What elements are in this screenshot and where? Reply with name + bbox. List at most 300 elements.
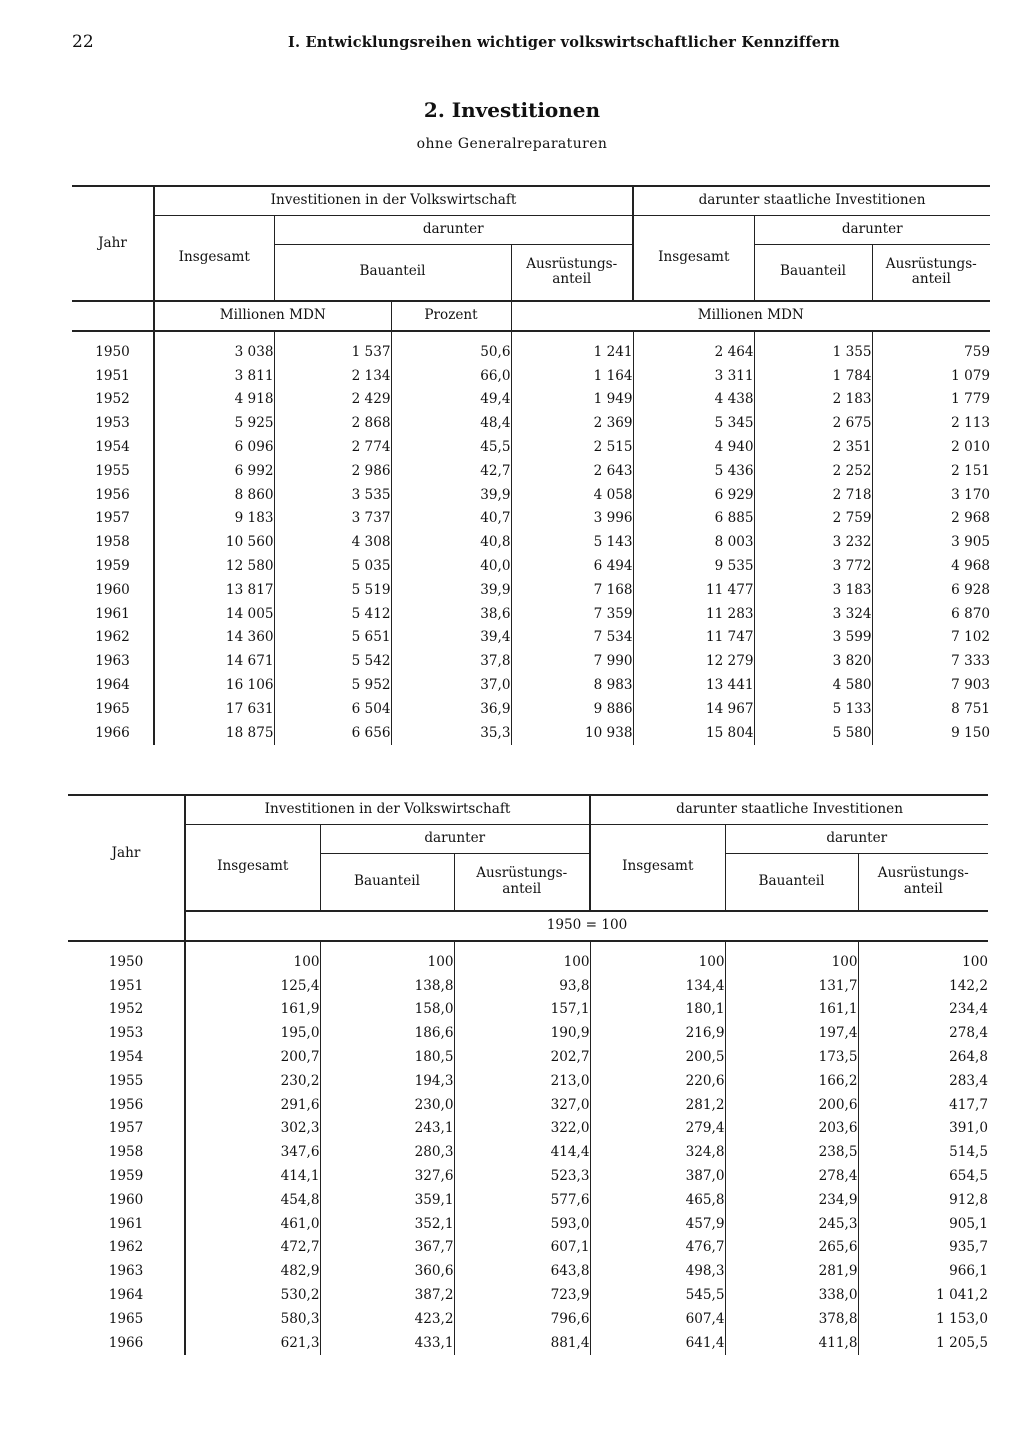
year-cell: 1953 xyxy=(72,411,154,435)
ausruestung-header-2: Ausrüstungs- anteil xyxy=(454,853,590,911)
value-cell: 195,0 xyxy=(280,1025,320,1042)
value-cell: 2 252 xyxy=(754,459,872,483)
value-cell: 7 333 xyxy=(872,649,990,673)
unit-mio-mdn: Millionen MDN xyxy=(154,301,391,331)
value-cell: 359,1 xyxy=(320,1188,454,1212)
value-cell: 621,3 xyxy=(280,1334,320,1351)
value-cell: 457,9 xyxy=(590,1212,725,1236)
value-cell: 39,9 xyxy=(391,483,511,507)
value-cell: 423,2 xyxy=(320,1307,454,1331)
value-cell: 9 183 xyxy=(234,510,274,527)
value-cell: 465,8 xyxy=(590,1188,725,1212)
value-cell: 482,9 xyxy=(280,1263,320,1280)
value-cell: 577,6 xyxy=(454,1188,590,1212)
volkswirtschaft-header-2: Investitionen in der Volkswirtschaft xyxy=(185,795,590,824)
value-cell: 1 079 xyxy=(872,364,990,388)
page-number: 22 xyxy=(72,32,94,52)
staatlich-darunter-header-2: darunter xyxy=(725,824,988,853)
value-cell: 40,0 xyxy=(391,554,511,578)
volkswirtschaft-header: Investitionen in der Volkswirtschaft xyxy=(154,186,633,215)
value-cell: 5 519 xyxy=(274,578,391,602)
year-cell: 1952 xyxy=(72,388,154,412)
value-cell: 14 671 xyxy=(225,653,274,670)
value-cell: 66,0 xyxy=(391,364,511,388)
value-cell: 8 751 xyxy=(872,697,990,721)
value-cell: 322,0 xyxy=(454,1117,590,1141)
value-cell: 11 747 xyxy=(633,626,754,650)
value-cell: 4 968 xyxy=(872,554,990,578)
year-cell: 1955 xyxy=(68,1069,185,1093)
year-cell: 1963 xyxy=(68,1259,185,1283)
table-row xyxy=(68,974,988,998)
year-cell: 1951 xyxy=(72,364,154,388)
value-cell: 2 134 xyxy=(274,364,391,388)
value-cell: 881,4 xyxy=(454,1331,590,1355)
year-cell: 1957 xyxy=(72,507,154,531)
value-cell: 3 772 xyxy=(754,554,872,578)
value-cell: 245,3 xyxy=(725,1212,858,1236)
value-cell: 8 860 xyxy=(234,486,274,503)
value-cell: 1 784 xyxy=(754,364,872,388)
value-cell: 2 151 xyxy=(872,459,990,483)
value-cell: 2 113 xyxy=(872,411,990,435)
value-cell: 498,3 xyxy=(590,1259,725,1283)
table-row xyxy=(72,411,990,435)
value-cell: 39,4 xyxy=(391,626,511,650)
staatlich-bauanteil-header-2: Bauanteil xyxy=(725,853,858,911)
value-cell: 2 010 xyxy=(872,435,990,459)
value-cell: 1 537 xyxy=(274,331,391,364)
value-cell: 281,2 xyxy=(590,1093,725,1117)
value-cell: 4 940 xyxy=(633,435,754,459)
value-cell: 166,2 xyxy=(725,1069,858,1093)
value-cell: 3 038 xyxy=(234,343,274,360)
value-cell: 238,5 xyxy=(725,1140,858,1164)
value-cell: 12 279 xyxy=(633,649,754,673)
value-cell: 4 438 xyxy=(633,388,754,412)
value-cell: 11 283 xyxy=(633,602,754,626)
value-cell: 2 774 xyxy=(274,435,391,459)
investment-table-index xyxy=(68,794,988,1355)
value-cell: 158,0 xyxy=(320,998,454,1022)
value-cell: 12 580 xyxy=(225,558,274,575)
value-cell: 5 035 xyxy=(274,554,391,578)
value-cell: 643,8 xyxy=(454,1259,590,1283)
value-cell: 454,8 xyxy=(280,1191,320,1208)
value-cell: 230,0 xyxy=(320,1093,454,1117)
jahr-header-2: Jahr xyxy=(68,795,185,911)
value-cell: 216,9 xyxy=(590,1021,725,1045)
staatlich-bauanteil-header: Bauanteil xyxy=(754,244,872,301)
table-row xyxy=(72,673,990,697)
value-cell: 134,4 xyxy=(590,974,725,998)
year-cell: 1965 xyxy=(72,697,154,721)
value-cell: 2 643 xyxy=(511,459,633,483)
value-cell: 5 133 xyxy=(754,697,872,721)
value-cell: 6 929 xyxy=(633,483,754,507)
value-cell: 291,6 xyxy=(280,1096,320,1113)
value-cell: 38,6 xyxy=(391,602,511,626)
value-cell: 42,7 xyxy=(391,459,511,483)
value-cell: 7 990 xyxy=(511,649,633,673)
value-cell: 387,0 xyxy=(590,1164,725,1188)
value-cell: 5 952 xyxy=(274,673,391,697)
value-cell: 1 949 xyxy=(511,388,633,412)
value-cell: 200,5 xyxy=(590,1045,725,1069)
value-cell: 935,7 xyxy=(858,1236,988,1260)
year-cell: 1962 xyxy=(68,1236,185,1260)
value-cell: 280,3 xyxy=(320,1140,454,1164)
staatlich-insgesamt-header: Insgesamt xyxy=(633,215,754,301)
value-cell: 197,4 xyxy=(725,1021,858,1045)
value-cell: 13 441 xyxy=(633,673,754,697)
value-cell: 2 759 xyxy=(754,507,872,531)
value-cell: 11 477 xyxy=(633,578,754,602)
index-base-label: 1950 = 100 xyxy=(185,911,988,941)
value-cell: 2 968 xyxy=(872,507,990,531)
value-cell: 4 308 xyxy=(274,530,391,554)
value-cell: 607,4 xyxy=(590,1307,725,1331)
year-cell: 1953 xyxy=(68,1021,185,1045)
value-cell: 190,9 xyxy=(454,1021,590,1045)
value-cell: 7 102 xyxy=(872,626,990,650)
value-cell: 545,5 xyxy=(590,1283,725,1307)
value-cell: 203,6 xyxy=(725,1117,858,1141)
value-cell: 14 360 xyxy=(225,629,274,646)
value-cell: 200,7 xyxy=(280,1049,320,1066)
staatlich-darunter-header: darunter xyxy=(754,215,990,244)
value-cell: 6 885 xyxy=(633,507,754,531)
value-cell: 3 170 xyxy=(872,483,990,507)
value-cell: 278,4 xyxy=(725,1164,858,1188)
staatlich-insgesamt-header-2: Insgesamt xyxy=(590,824,725,911)
value-cell: 3 232 xyxy=(754,530,872,554)
table-row xyxy=(72,626,990,650)
value-cell: 8 983 xyxy=(511,673,633,697)
value-cell: 5 542 xyxy=(274,649,391,673)
value-cell: 411,8 xyxy=(725,1331,858,1355)
value-cell: 138,8 xyxy=(320,974,454,998)
value-cell: 40,7 xyxy=(391,507,511,531)
value-cell: 3 599 xyxy=(754,626,872,650)
value-cell: 186,6 xyxy=(320,1021,454,1045)
value-cell: 40,8 xyxy=(391,530,511,554)
value-cell: 1 355 xyxy=(754,331,872,364)
value-cell: 759 xyxy=(872,331,990,364)
value-cell: 234,4 xyxy=(858,998,988,1022)
bauanteil-header: Bauanteil xyxy=(274,244,511,301)
table-row xyxy=(72,602,990,626)
value-cell: 100 xyxy=(454,941,590,974)
value-cell: 3 905 xyxy=(872,530,990,554)
value-cell: 3 324 xyxy=(754,602,872,626)
value-cell: 414,4 xyxy=(454,1140,590,1164)
year-cell: 1959 xyxy=(72,554,154,578)
value-cell: 142,2 xyxy=(858,974,988,998)
year-cell: 1962 xyxy=(72,626,154,650)
value-cell: 283,4 xyxy=(858,1069,988,1093)
value-cell: 161,9 xyxy=(280,1001,320,1018)
table-row xyxy=(68,998,988,1022)
year-cell: 1958 xyxy=(68,1140,185,1164)
value-cell: 3 811 xyxy=(234,367,274,384)
value-cell: 327,0 xyxy=(454,1093,590,1117)
table-row xyxy=(68,1093,988,1117)
value-cell: 352,1 xyxy=(320,1212,454,1236)
staatlich-ausruestung-header: Ausrüstungs- anteil xyxy=(872,244,990,301)
value-cell: 100 xyxy=(858,941,988,974)
table-row xyxy=(72,578,990,602)
insgesamt-header: Insgesamt xyxy=(154,215,274,301)
value-cell: 347,6 xyxy=(280,1144,320,1161)
value-cell: 4 580 xyxy=(754,673,872,697)
value-cell: 327,6 xyxy=(320,1164,454,1188)
value-cell: 2 868 xyxy=(274,411,391,435)
value-cell: 278,4 xyxy=(858,1021,988,1045)
value-cell: 14 967 xyxy=(633,697,754,721)
value-cell: 6 096 xyxy=(234,439,274,456)
value-cell: 161,1 xyxy=(725,998,858,1022)
value-cell: 338,0 xyxy=(725,1283,858,1307)
year-cell: 1966 xyxy=(68,1331,185,1355)
table-row xyxy=(68,1307,988,1331)
table-row xyxy=(72,649,990,673)
value-cell: 5 143 xyxy=(511,530,633,554)
table-row xyxy=(68,1069,988,1093)
value-cell: 3 820 xyxy=(754,649,872,673)
value-cell: 6 494 xyxy=(511,554,633,578)
value-cell: 180,5 xyxy=(320,1045,454,1069)
value-cell: 281,9 xyxy=(725,1259,858,1283)
ausruestung-header: Ausrüstungs- anteil xyxy=(511,244,633,301)
value-cell: 2 986 xyxy=(274,459,391,483)
darunter-header: darunter xyxy=(274,215,633,244)
value-cell: 1 153,0 xyxy=(858,1307,988,1331)
value-cell: 7 534 xyxy=(511,626,633,650)
table-row xyxy=(72,459,990,483)
value-cell: 49,4 xyxy=(391,388,511,412)
value-cell: 131,7 xyxy=(725,974,858,998)
table-row xyxy=(68,1212,988,1236)
staatlich-header-2: darunter staatliche Investitionen xyxy=(590,795,988,824)
value-cell: 367,7 xyxy=(320,1236,454,1260)
value-cell: 641,4 xyxy=(590,1331,725,1355)
value-cell: 2 429 xyxy=(274,388,391,412)
value-cell: 2 515 xyxy=(511,435,633,459)
unit-prozent: Prozent xyxy=(391,301,511,331)
year-cell: 1951 xyxy=(68,974,185,998)
year-cell: 1961 xyxy=(68,1212,185,1236)
value-cell: 16 106 xyxy=(225,677,274,694)
value-cell: 243,1 xyxy=(320,1117,454,1141)
investment-table-absolute xyxy=(72,185,990,745)
value-cell: 6 992 xyxy=(234,462,274,479)
value-cell: 4 058 xyxy=(511,483,633,507)
value-cell: 264,8 xyxy=(858,1045,988,1069)
value-cell: 5 925 xyxy=(234,415,274,432)
value-cell: 2 351 xyxy=(754,435,872,459)
value-cell: 3 996 xyxy=(511,507,633,531)
value-cell: 3 535 xyxy=(274,483,391,507)
value-cell: 37,0 xyxy=(391,673,511,697)
value-cell: 593,0 xyxy=(454,1212,590,1236)
value-cell: 966,1 xyxy=(858,1259,988,1283)
year-cell: 1954 xyxy=(72,435,154,459)
value-cell: 93,8 xyxy=(454,974,590,998)
year-cell: 1965 xyxy=(68,1307,185,1331)
value-cell: 6 870 xyxy=(872,602,990,626)
value-cell: 100 xyxy=(590,941,725,974)
value-cell: 476,7 xyxy=(590,1236,725,1260)
value-cell: 8 003 xyxy=(633,530,754,554)
year-cell: 1950 xyxy=(68,941,185,974)
value-cell: 607,1 xyxy=(454,1236,590,1260)
year-cell: 1956 xyxy=(72,483,154,507)
value-cell: 213,0 xyxy=(454,1069,590,1093)
jahr-header: Jahr xyxy=(72,186,154,301)
value-cell: 230,2 xyxy=(280,1072,320,1089)
value-cell: 202,7 xyxy=(454,1045,590,1069)
table-row xyxy=(68,1140,988,1164)
value-cell: 414,1 xyxy=(280,1168,320,1185)
value-cell: 100 xyxy=(725,941,858,974)
value-cell: 9 150 xyxy=(872,721,990,745)
table-row xyxy=(72,697,990,721)
value-cell: 279,4 xyxy=(590,1117,725,1141)
value-cell: 2 675 xyxy=(754,411,872,435)
value-cell: 35,3 xyxy=(391,721,511,745)
table-row xyxy=(68,941,988,974)
value-cell: 7 903 xyxy=(872,673,990,697)
value-cell: 13 817 xyxy=(225,581,274,598)
value-cell: 10 560 xyxy=(225,534,274,551)
table-row xyxy=(72,530,990,554)
value-cell: 324,8 xyxy=(590,1140,725,1164)
value-cell: 100 xyxy=(293,953,320,970)
value-cell: 580,3 xyxy=(280,1310,320,1327)
table-row xyxy=(72,507,990,531)
value-cell: 45,5 xyxy=(391,435,511,459)
value-cell: 9 886 xyxy=(511,697,633,721)
year-cell: 1952 xyxy=(68,998,185,1022)
value-cell: 360,6 xyxy=(320,1259,454,1283)
value-cell: 200,6 xyxy=(725,1093,858,1117)
table-row xyxy=(72,364,990,388)
value-cell: 654,5 xyxy=(858,1164,988,1188)
table-row xyxy=(68,1283,988,1307)
table-row xyxy=(68,1331,988,1355)
value-cell: 1 241 xyxy=(511,331,633,364)
table-row xyxy=(68,1021,988,1045)
value-cell: 417,7 xyxy=(858,1093,988,1117)
year-cell: 1954 xyxy=(68,1045,185,1069)
value-cell: 4 918 xyxy=(234,391,274,408)
value-cell: 6 656 xyxy=(274,721,391,745)
value-cell: 18 875 xyxy=(225,724,274,741)
value-cell: 265,6 xyxy=(725,1236,858,1260)
year-cell: 1959 xyxy=(68,1164,185,1188)
table-row xyxy=(72,388,990,412)
table-row xyxy=(68,1117,988,1141)
value-cell: 194,3 xyxy=(320,1069,454,1093)
bauanteil-header-2: Bauanteil xyxy=(320,853,454,911)
value-cell: 9 535 xyxy=(633,554,754,578)
value-cell: 14 005 xyxy=(225,605,274,622)
value-cell: 2 718 xyxy=(754,483,872,507)
value-cell: 5 651 xyxy=(274,626,391,650)
value-cell: 180,1 xyxy=(590,998,725,1022)
darunter-header-2: darunter xyxy=(320,824,590,853)
table-row xyxy=(68,1236,988,1260)
staatlich-header: darunter staatliche Investitionen xyxy=(633,186,990,215)
value-cell: 796,6 xyxy=(454,1307,590,1331)
value-cell: 2 183 xyxy=(754,388,872,412)
value-cell: 157,1 xyxy=(454,998,590,1022)
value-cell: 220,6 xyxy=(590,1069,725,1093)
value-cell: 1 779 xyxy=(872,388,990,412)
year-cell: 1955 xyxy=(72,459,154,483)
table-row xyxy=(68,1164,988,1188)
value-cell: 2 464 xyxy=(633,331,754,364)
value-cell: 1 205,5 xyxy=(858,1331,988,1355)
value-cell: 7 359 xyxy=(511,602,633,626)
year-cell: 1958 xyxy=(72,530,154,554)
table-row xyxy=(72,435,990,459)
year-cell: 1956 xyxy=(68,1093,185,1117)
value-cell: 48,4 xyxy=(391,411,511,435)
running-head: I. Entwicklungsreihen wichtiger volkswirtschaftlicher Kennziffern xyxy=(288,34,840,51)
value-cell: 6 928 xyxy=(872,578,990,602)
value-cell: 17 631 xyxy=(225,700,274,717)
value-cell: 530,2 xyxy=(280,1287,320,1304)
year-cell: 1960 xyxy=(72,578,154,602)
value-cell: 3 737 xyxy=(274,507,391,531)
value-cell: 302,3 xyxy=(280,1120,320,1137)
value-cell: 912,8 xyxy=(858,1188,988,1212)
table-row xyxy=(68,1259,988,1283)
year-cell: 1961 xyxy=(72,602,154,626)
value-cell: 3 311 xyxy=(633,364,754,388)
value-cell: 433,1 xyxy=(320,1331,454,1355)
table-row xyxy=(68,1188,988,1212)
value-cell: 173,5 xyxy=(725,1045,858,1069)
value-cell: 387,2 xyxy=(320,1283,454,1307)
value-cell: 461,0 xyxy=(280,1215,320,1232)
section-title: 2. Investitionen xyxy=(423,98,601,122)
value-cell: 100 xyxy=(320,941,454,974)
value-cell: 15 804 xyxy=(633,721,754,745)
value-cell: 36,9 xyxy=(391,697,511,721)
value-cell: 472,7 xyxy=(280,1239,320,1256)
value-cell: 6 504 xyxy=(274,697,391,721)
year-cell: 1964 xyxy=(68,1283,185,1307)
value-cell: 2 369 xyxy=(511,411,633,435)
year-cell: 1963 xyxy=(72,649,154,673)
value-cell: 723,9 xyxy=(454,1283,590,1307)
value-cell: 5 436 xyxy=(633,459,754,483)
table-row xyxy=(68,1045,988,1069)
value-cell: 3 183 xyxy=(754,578,872,602)
value-cell: 7 168 xyxy=(511,578,633,602)
year-cell: 1960 xyxy=(68,1188,185,1212)
unit-mio-mdn-2: Millionen MDN xyxy=(511,301,990,331)
value-cell: 514,5 xyxy=(858,1140,988,1164)
year-cell: 1966 xyxy=(72,721,154,745)
value-cell: 10 938 xyxy=(511,721,633,745)
value-cell: 391,0 xyxy=(858,1117,988,1141)
value-cell: 39,9 xyxy=(391,578,511,602)
year-cell: 1964 xyxy=(72,673,154,697)
